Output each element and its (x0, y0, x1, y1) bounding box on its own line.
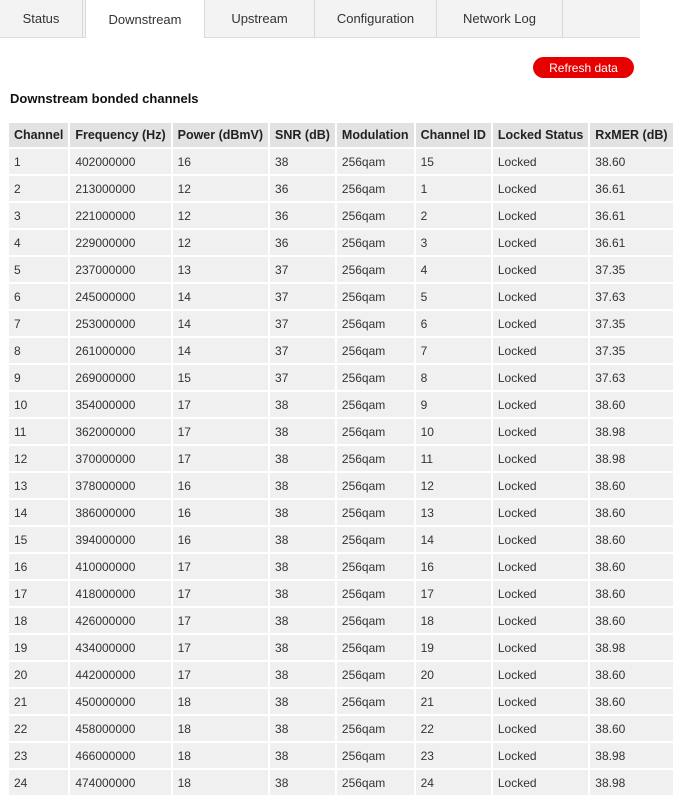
cell-power: 17 (173, 392, 268, 417)
cell-modulation: 256qam (337, 419, 414, 444)
cell-frequency: 237000000 (70, 257, 170, 282)
cell-power: 12 (173, 230, 268, 255)
cell-frequency: 450000000 (70, 689, 170, 714)
column-header-channel: Channel (9, 123, 68, 147)
cell-frequency: 402000000 (70, 149, 170, 174)
cell-channel: 16 (9, 554, 68, 579)
cell-rxmer: 38.98 (590, 635, 672, 660)
cell-modulation: 256qam (337, 527, 414, 552)
table-row (9, 500, 673, 525)
cell-locked-status: Locked (493, 203, 588, 228)
cell-channel: 15 (9, 527, 68, 552)
table-row (9, 743, 673, 768)
cell-channel: 6 (9, 284, 68, 309)
table-row (9, 770, 673, 795)
cell-rxmer: 38.98 (590, 419, 672, 444)
cell-power: 12 (173, 203, 268, 228)
cell-snr: 38 (270, 554, 335, 579)
cell-channel-id: 17 (416, 581, 491, 606)
table-row (9, 230, 673, 255)
table-row (9, 257, 673, 282)
cell-locked-status: Locked (493, 257, 588, 282)
cell-locked-status: Locked (493, 689, 588, 714)
cell-channel-id: 13 (416, 500, 491, 525)
cell-locked-status: Locked (493, 554, 588, 579)
cell-frequency: 362000000 (70, 419, 170, 444)
cell-modulation: 256qam (337, 500, 414, 525)
cell-channel-id: 20 (416, 662, 491, 687)
column-header-frequency: Frequency (Hz) (70, 123, 170, 147)
cell-modulation: 256qam (337, 311, 414, 336)
column-header-power: Power (dBmV) (173, 123, 268, 147)
cell-frequency: 253000000 (70, 311, 170, 336)
cell-locked-status: Locked (493, 473, 588, 498)
cell-locked-status: Locked (493, 446, 588, 471)
cell-frequency: 394000000 (70, 527, 170, 552)
cell-channel: 2 (9, 176, 68, 201)
cell-frequency: 378000000 (70, 473, 170, 498)
cell-modulation: 256qam (337, 608, 414, 633)
cell-channel: 3 (9, 203, 68, 228)
cell-locked-status: Locked (493, 716, 588, 741)
cell-rxmer: 38.98 (590, 743, 672, 768)
table-row (9, 608, 673, 633)
cell-channel-id: 9 (416, 392, 491, 417)
cell-snr: 36 (270, 176, 335, 201)
column-header-rxmer: RxMER (dB) (590, 123, 672, 147)
cell-snr: 38 (270, 473, 335, 498)
cell-channel-id: 8 (416, 365, 491, 390)
cell-locked-status: Locked (493, 581, 588, 606)
cell-channel-id: 2 (416, 203, 491, 228)
table-row (9, 527, 673, 552)
cell-channel: 10 (9, 392, 68, 417)
cell-locked-status: Locked (493, 338, 588, 363)
cell-channel: 19 (9, 635, 68, 660)
cell-power: 16 (173, 527, 268, 552)
cell-power: 16 (173, 500, 268, 525)
cell-power: 17 (173, 419, 268, 444)
table-row (9, 203, 673, 228)
cell-frequency: 434000000 (70, 635, 170, 660)
cell-rxmer: 38.60 (590, 662, 672, 687)
cell-snr: 36 (270, 203, 335, 228)
cell-channel-id: 12 (416, 473, 491, 498)
cell-modulation: 256qam (337, 473, 414, 498)
cell-locked-status: Locked (493, 608, 588, 633)
cell-rxmer: 38.98 (590, 770, 672, 795)
table-header-row (9, 123, 673, 147)
table-row (9, 392, 673, 417)
cell-channel-id: 11 (416, 446, 491, 471)
table-row (9, 662, 673, 687)
cell-snr: 38 (270, 608, 335, 633)
cell-snr: 38 (270, 716, 335, 741)
cell-snr: 38 (270, 581, 335, 606)
cell-rxmer: 36.61 (590, 203, 672, 228)
cell-locked-status: Locked (493, 392, 588, 417)
downstream-channels-table (7, 121, 675, 797)
cell-locked-status: Locked (493, 284, 588, 309)
cell-modulation: 256qam (337, 743, 414, 768)
table-row (9, 284, 673, 309)
cell-channel: 9 (9, 365, 68, 390)
cell-channel: 24 (9, 770, 68, 795)
tab-configuration[interactable]: Configuration (315, 0, 437, 37)
cell-power: 14 (173, 284, 268, 309)
cell-channel-id: 7 (416, 338, 491, 363)
cell-channel: 18 (9, 608, 68, 633)
column-header-snr: SNR (dB) (270, 123, 335, 147)
cell-power: 18 (173, 716, 268, 741)
cell-rxmer: 38.60 (590, 149, 672, 174)
table-row (9, 311, 673, 336)
cell-frequency: 370000000 (70, 446, 170, 471)
column-header-channel-id: Channel ID (416, 123, 491, 147)
cell-power: 13 (173, 257, 268, 282)
cell-snr: 37 (270, 311, 335, 336)
downstream-table-container[interactable] (7, 121, 668, 800)
cell-power: 18 (173, 770, 268, 795)
cell-locked-status: Locked (493, 635, 588, 660)
cell-channel: 7 (9, 311, 68, 336)
cell-rxmer: 38.60 (590, 527, 672, 552)
cell-rxmer: 37.63 (590, 365, 672, 390)
cell-rxmer: 37.35 (590, 338, 672, 363)
cell-power: 15 (173, 365, 268, 390)
cell-snr: 38 (270, 527, 335, 552)
cell-snr: 38 (270, 743, 335, 768)
cell-frequency: 458000000 (70, 716, 170, 741)
cell-locked-status: Locked (493, 365, 588, 390)
cell-modulation: 256qam (337, 338, 414, 363)
cell-channel-id: 23 (416, 743, 491, 768)
cell-channel-id: 21 (416, 689, 491, 714)
cell-channel: 12 (9, 446, 68, 471)
cell-locked-status: Locked (493, 500, 588, 525)
cell-modulation: 256qam (337, 770, 414, 795)
table-row (9, 716, 673, 741)
cell-rxmer: 37.63 (590, 284, 672, 309)
cell-power: 17 (173, 446, 268, 471)
cell-modulation: 256qam (337, 392, 414, 417)
cell-channel: 17 (9, 581, 68, 606)
cell-channel-id: 19 (416, 635, 491, 660)
cell-frequency: 354000000 (70, 392, 170, 417)
cell-snr: 38 (270, 689, 335, 714)
cell-snr: 38 (270, 419, 335, 444)
cell-frequency: 410000000 (70, 554, 170, 579)
cell-power: 18 (173, 689, 268, 714)
table-row (9, 554, 673, 579)
cell-channel: 5 (9, 257, 68, 282)
cell-modulation: 256qam (337, 662, 414, 687)
cell-frequency: 261000000 (70, 338, 170, 363)
cell-rxmer: 37.35 (590, 257, 672, 282)
cell-frequency: 418000000 (70, 581, 170, 606)
cell-rxmer: 38.60 (590, 392, 672, 417)
cell-modulation: 256qam (337, 230, 414, 255)
cell-locked-status: Locked (493, 176, 588, 201)
cell-snr: 38 (270, 500, 335, 525)
cell-modulation: 256qam (337, 257, 414, 282)
cell-channel-id: 4 (416, 257, 491, 282)
cell-locked-status: Locked (493, 662, 588, 687)
cell-channel: 1 (9, 149, 68, 174)
cell-locked-status: Locked (493, 527, 588, 552)
cell-channel-id: 22 (416, 716, 491, 741)
cell-channel: 4 (9, 230, 68, 255)
cell-rxmer: 36.61 (590, 230, 672, 255)
cell-snr: 37 (270, 338, 335, 363)
cell-channel-id: 24 (416, 770, 491, 795)
cell-rxmer: 38.98 (590, 446, 672, 471)
cell-modulation: 256qam (337, 635, 414, 660)
cell-snr: 37 (270, 284, 335, 309)
cell-frequency: 386000000 (70, 500, 170, 525)
cell-snr: 38 (270, 770, 335, 795)
cell-channel: 23 (9, 743, 68, 768)
table-row (9, 689, 673, 714)
cell-power: 17 (173, 635, 268, 660)
cell-locked-status: Locked (493, 770, 588, 795)
cell-channel: 21 (9, 689, 68, 714)
section-title: Downstream bonded channels (10, 91, 199, 106)
cell-frequency: 474000000 (70, 770, 170, 795)
cell-frequency: 213000000 (70, 176, 170, 201)
cell-power: 18 (173, 743, 268, 768)
cell-frequency: 229000000 (70, 230, 170, 255)
cell-modulation: 256qam (337, 176, 414, 201)
table-row (9, 635, 673, 660)
cell-channel-id: 18 (416, 608, 491, 633)
cell-locked-status: Locked (493, 230, 588, 255)
cell-snr: 36 (270, 230, 335, 255)
cell-snr: 38 (270, 149, 335, 174)
cell-channel: 13 (9, 473, 68, 498)
cell-locked-status: Locked (493, 311, 588, 336)
cell-modulation: 256qam (337, 554, 414, 579)
cell-modulation: 256qam (337, 365, 414, 390)
cell-channel: 22 (9, 716, 68, 741)
table-row (9, 473, 673, 498)
cell-rxmer: 38.60 (590, 689, 672, 714)
cell-modulation: 256qam (337, 716, 414, 741)
cell-frequency: 426000000 (70, 608, 170, 633)
table-row (9, 338, 673, 363)
cell-modulation: 256qam (337, 689, 414, 714)
cell-locked-status: Locked (493, 149, 588, 174)
cell-channel: 14 (9, 500, 68, 525)
column-header-modulation: Modulation (337, 123, 414, 147)
cell-frequency: 442000000 (70, 662, 170, 687)
cell-power: 17 (173, 662, 268, 687)
table-row (9, 419, 673, 444)
cell-channel: 11 (9, 419, 68, 444)
cell-power: 16 (173, 473, 268, 498)
cell-rxmer: 38.60 (590, 581, 672, 606)
cell-frequency: 221000000 (70, 203, 170, 228)
table-row (9, 581, 673, 606)
cell-power: 14 (173, 311, 268, 336)
cell-snr: 38 (270, 635, 335, 660)
cell-channel-id: 10 (416, 419, 491, 444)
refresh-data-button[interactable]: Refresh data (533, 57, 634, 78)
cell-snr: 38 (270, 446, 335, 471)
cell-channel-id: 6 (416, 311, 491, 336)
cell-power: 17 (173, 581, 268, 606)
cell-snr: 38 (270, 662, 335, 687)
cell-channel-id: 3 (416, 230, 491, 255)
tab-upstream[interactable]: Upstream (205, 0, 315, 37)
cell-modulation: 256qam (337, 149, 414, 174)
cell-modulation: 256qam (337, 284, 414, 309)
cell-rxmer: 38.60 (590, 716, 672, 741)
table-row (9, 176, 673, 201)
cell-channel-id: 16 (416, 554, 491, 579)
cell-snr: 37 (270, 257, 335, 282)
cell-channel-id: 15 (416, 149, 491, 174)
tab-network-log[interactable]: Network Log (437, 0, 563, 37)
cell-rxmer: 38.60 (590, 608, 672, 633)
cell-frequency: 269000000 (70, 365, 170, 390)
tab-downstream[interactable]: Downstream (85, 0, 205, 38)
cell-frequency: 245000000 (70, 284, 170, 309)
cell-locked-status: Locked (493, 743, 588, 768)
cell-channel-id: 14 (416, 527, 491, 552)
cell-channel-id: 5 (416, 284, 491, 309)
table-row (9, 365, 673, 390)
cell-frequency: 466000000 (70, 743, 170, 768)
cell-power: 17 (173, 608, 268, 633)
cell-channel-id: 1 (416, 176, 491, 201)
cell-rxmer: 38.60 (590, 500, 672, 525)
cell-snr: 37 (270, 365, 335, 390)
cell-modulation: 256qam (337, 446, 414, 471)
cell-modulation: 256qam (337, 581, 414, 606)
cell-power: 17 (173, 554, 268, 579)
cell-power: 16 (173, 149, 268, 174)
column-header-locked-status: Locked Status (493, 123, 588, 147)
tab-status[interactable]: Status (0, 0, 83, 37)
tab-bar (0, 0, 640, 38)
cell-power: 12 (173, 176, 268, 201)
cell-channel: 8 (9, 338, 68, 363)
cell-rxmer: 36.61 (590, 176, 672, 201)
cell-modulation: 256qam (337, 203, 414, 228)
cell-rxmer: 38.60 (590, 554, 672, 579)
cell-channel: 20 (9, 662, 68, 687)
table-row (9, 149, 673, 174)
table-row (9, 446, 673, 471)
cell-rxmer: 38.60 (590, 473, 672, 498)
cell-rxmer: 37.35 (590, 311, 672, 336)
cell-locked-status: Locked (493, 419, 588, 444)
cell-snr: 38 (270, 392, 335, 417)
cell-power: 14 (173, 338, 268, 363)
